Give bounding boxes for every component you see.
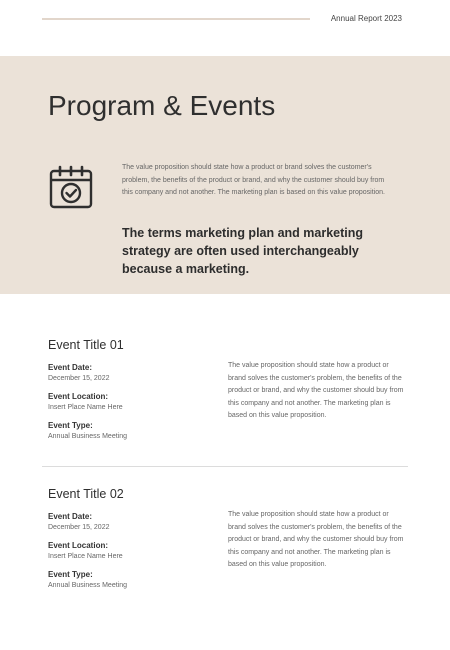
event-location-label: Event Location: — [48, 392, 109, 401]
event-date-label: Event Date: — [48, 512, 93, 521]
event-description: The value proposition should state how a product or brand solves the customer's problem, the benefits of the product or brand, and why the customer should buy from this company and not another. The marketing plan is based on this value proposition. — [228, 511, 404, 568]
report-label: Annual Report 2023 — [330, 14, 402, 23]
event-type-value: Annual Business Meeting — [48, 582, 127, 589]
event-date-label: Event Date: — [48, 363, 93, 372]
calendar-check-icon — [48, 164, 94, 210]
event-description: The value proposition should state how a product or brand solves the customer's problem, the benefits of the product or brand, and why the customer should buy from this company and not another. The marketing plan is based on this value proposition. — [228, 362, 404, 419]
hero-section — [0, 56, 450, 294]
event-type-label: Event Type: — [48, 570, 93, 579]
hero-highlight-text: The terms marketing plan and marketing strategy are often used interchangeably because a marketing. — [122, 226, 364, 276]
header-rule — [42, 18, 310, 20]
event-date-value: December 15, 2022 — [48, 524, 110, 531]
event-section-02 — [48, 487, 408, 597]
page-title: Program & Events — [48, 90, 276, 121]
event-section-01 — [48, 338, 408, 448]
event-location-value: Insert Place Name Here — [48, 553, 123, 560]
hero-body-text: The value proposition should state how a product or brand solves the customer's problem, the benefits of the product or brand, and why the customer should buy from this company and not another. The marketing plan is based on this value proposition. — [122, 164, 385, 196]
event-date-value: December 15, 2022 — [48, 375, 110, 382]
event-type-value: Annual Business Meeting — [48, 433, 127, 440]
event-location-value: Insert Place Name Here — [48, 404, 123, 411]
event-location-label: Event Location: — [48, 541, 109, 550]
event-title: Event Title 02 — [48, 487, 124, 501]
event-type-label: Event Type: — [48, 421, 93, 430]
event-title: Event Title 01 — [48, 338, 124, 352]
section-divider — [42, 466, 408, 467]
